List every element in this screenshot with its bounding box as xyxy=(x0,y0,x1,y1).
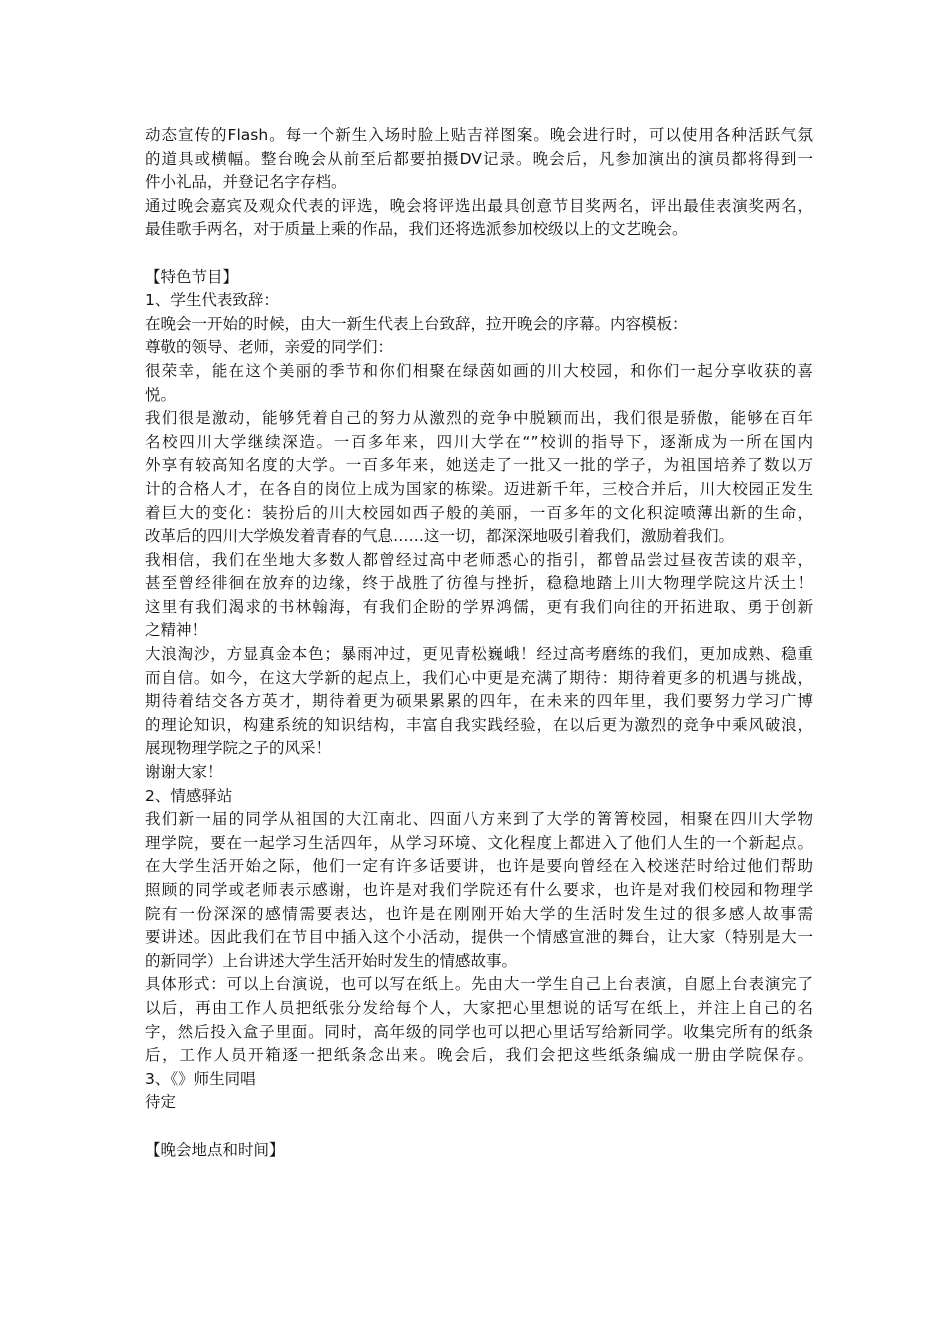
paragraph-line: 理学院，要在一起学习生活四年，从学习环境、文化程度上都进入了他们人生的一个新起点。 xyxy=(145,833,813,852)
paragraph-line: 在晚会一开始的时候，由大一新生代表上台致辞，拉开晚会的序幕。内容模板： xyxy=(145,314,688,333)
paragraph-line: 以后，再由工作人员把纸张分发给每个人，大家把心里想说的话写在纸上，并注上自己的名 xyxy=(145,998,813,1017)
paragraph-line: 动态宣传的Flash。每一个新生入场时脸上贴吉祥图案。晚会进行时，可以使用各种活跃气氛 xyxy=(145,126,813,144)
paragraph-line: 最佳歌手两名，对于质量上乘的作品，我们还将选派参加校级以上的文艺晚会。 xyxy=(145,220,688,239)
paragraph-line: 待定 xyxy=(145,1093,177,1112)
paragraph-line: 的新同学）上台讲述大学生活开始时发生的情感故事。 xyxy=(145,951,518,970)
paragraph-line: 照顾的同学或老师表示感谢，也许是对我们学院还有什么要求，也许是对我们校园和物理学 xyxy=(145,881,813,899)
paragraph-line: 大浪淘沙，方显真金本色；暴雨冲过，更见青松巍峨！经过高考磨练的我们，更加成熟、稳重 xyxy=(145,645,813,664)
item-heading: 1、学生代表致辞： xyxy=(145,291,279,310)
paragraph-line: 计的合格人才，在各自的岗位上成为国家的栋梁。迈进新千年，三校合并后，川大校园正发生 xyxy=(145,479,813,498)
paragraph-line: 字，然后投入盒子里面。同时，高年级的同学也可以把心里话写给新同学。收集完所有的纸条 xyxy=(145,1022,813,1041)
blank-line xyxy=(145,242,813,266)
paragraph-line: 展现物理学院之子的风采！ xyxy=(145,739,332,758)
paragraph-line: 件小礼品，并登记名字存档。 xyxy=(145,173,347,192)
paragraph-line: 在大学生活开始之际，他们一定有许多话要讲，也许是要向曾经在入校迷茫时给过他们帮助 xyxy=(145,857,813,876)
section-heading: 【晚会地点和时间】 xyxy=(145,1140,285,1159)
paragraph-line: 谢谢大家！ xyxy=(145,763,223,782)
paragraph-line: 我相信，我们在坐地大多数人都曾经过高中老师悉心的指引，都曾品尝过昼夜苦读的艰辛， xyxy=(145,550,813,569)
paragraph-line: 很荣幸，能在这个美丽的季节和你们相聚在绿茵如画的川大校园，和你们一起分享收获的喜 xyxy=(145,361,813,380)
section-heading: 【特色节目】 xyxy=(145,267,239,286)
paragraph-line: 的理论知识，构建系统的知识结构，丰富自我实践经验，在以后更为激烈的竞争中乘风破浪， xyxy=(145,715,813,734)
paragraph-line: 的道具或横幅。整台晚会从前至后都要拍摄DV记录。晚会后，凡参加演出的演员都将得到一 xyxy=(145,149,813,168)
paragraph-line: 名校四川大学继续深造。一百多年来，四川大学在“”校训的指导下，逐渐成为一所在国内 xyxy=(145,432,813,451)
paragraph-line: 尊敬的领导、老师，亲爱的同学们： xyxy=(145,338,394,357)
paragraph-line: 期待着结交各方英才，期待着更为硕果累累的四年，在未来的四年里，我们要努力学习广博 xyxy=(145,692,813,711)
paragraph-line: 通过晚会嘉宾及观众代表的评选，晚会将评选出最具创意节目奖两名，评出最佳表演奖两名， xyxy=(145,196,813,215)
paragraph-line: 这里有我们渴求的书林翰海，有我们企盼的学界鸿儒，更有我们向往的开拓进取、勇于创新 xyxy=(145,597,813,616)
paragraph-line: 具体形式：可以上台演说，也可以写在纸上。先由大一学生自己上台表演，自愿上台表演完了 xyxy=(145,975,813,994)
paragraph-line: 悦。 xyxy=(145,385,177,404)
paragraph-line: 而自信。如今，在这大学新的起点上，我们心中更是充满了期待：期待着更多的机遇与挑战， xyxy=(145,668,813,687)
paragraph-line: 外享有较高知名度的大学。一百多年来，她送走了一批又一批的学子，为祖国培养了数以万 xyxy=(145,456,813,475)
paragraph-line: 甚至曾经徘徊在放弃的边缘，终于战胜了彷徨与挫折，稳稳地踏上川大物理学院这片沃土！ xyxy=(145,574,813,593)
item-heading: 2、情感驿站 xyxy=(145,786,233,805)
item-heading: 3、《》师生同唱 xyxy=(145,1069,256,1088)
blank-line xyxy=(145,1115,813,1139)
paragraph-line: 我们新一届的同学从祖国的大江南北、四面八方来到了大学的箐箐校园，相聚在四川大学物 xyxy=(145,810,813,829)
paragraph-line: 后，工作人员开箱逐一把纸条念出来。晚会后，我们会把这些纸条编成一册由学院保存。 xyxy=(145,1046,813,1065)
document-body xyxy=(145,124,813,1162)
paragraph-line: 院有一份深深的感情需要表达，也许是在刚刚开始大学的生活时发生过的很多感人故事需 xyxy=(145,904,813,923)
paragraph-line: 要讲述。因此我们在节目中插入这个小活动，提供一个情感宣泄的舞台，让大家（特别是大一 xyxy=(145,928,813,947)
paragraph-line: 之精神！ xyxy=(145,621,208,640)
paragraph-line: 我们很是激动，能够凭着自己的努力从激烈的竞争中脱颖而出，我们很是骄傲，能够在百年 xyxy=(145,409,813,428)
paragraph-line: 改革后的四川大学焕发着青春的气息……这一切，都深深地吸引着我们，激励着我们。 xyxy=(145,527,735,546)
paragraph-line: 着巨大的变化：装扮后的川大校园如西子般的美丽，一百多年的文化积淀喷薄出新的生命， xyxy=(145,503,813,522)
